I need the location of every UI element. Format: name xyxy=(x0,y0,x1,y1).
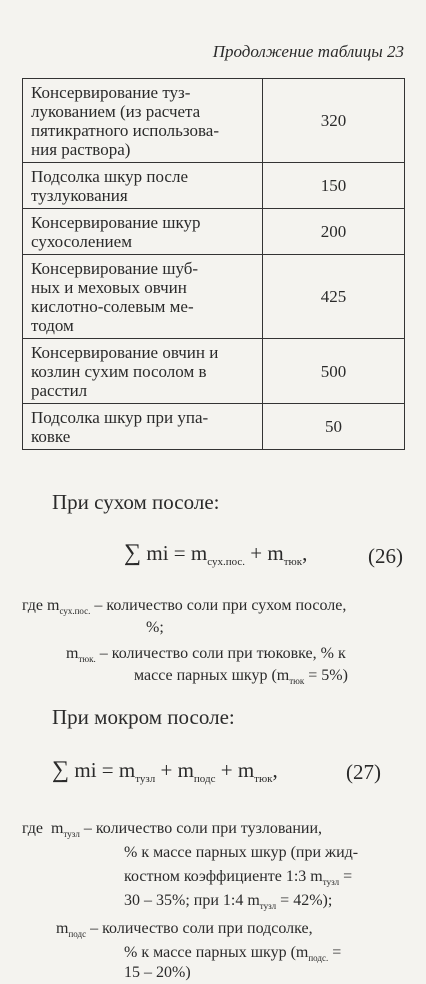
wet-def-2-line2: % к массе парных шкур ($m_{подс.}$ = xyxy=(124,944,342,963)
table-row xyxy=(23,209,405,255)
table-cell-name xyxy=(23,209,263,255)
equation-number-27: (27) xyxy=(346,760,381,784)
table-row xyxy=(23,79,405,163)
table-cell-line: ных и меховых овчин xyxy=(31,278,187,297)
table-cell-line: пятикратного использова- xyxy=(31,121,220,140)
table-row xyxy=(23,255,405,339)
table-cell-name xyxy=(23,163,263,209)
formula-27: ∑ mi = $m_{тузл} + m_{подс} + m_{тюк}$, xyxy=(52,757,278,785)
table-cell-value: 200 xyxy=(263,209,405,255)
table-cell-name xyxy=(23,339,263,404)
table-cell-line: Подсолка шкур при упа- xyxy=(31,408,209,427)
table-cell-line: тузлукования xyxy=(31,186,128,205)
equation-number-26: (26) xyxy=(368,544,403,568)
table-cell-value: 150 xyxy=(263,163,405,209)
sum-symbol: ∑ xyxy=(52,757,70,783)
table-cell-line: Консервирование овчин и xyxy=(31,343,219,362)
table-row xyxy=(23,339,405,404)
wet-def-1-line3: костном коэффициенте 1:3 $m_{тузл}$ = xyxy=(124,868,353,887)
wet-def-1: где $m_{тузл}$ – количество соли при тузловании, xyxy=(22,820,323,839)
table-cell-line: тодом xyxy=(31,316,74,335)
salt-consumption-table xyxy=(22,78,405,450)
dry-salting-heading: При сухом посоле: xyxy=(52,490,220,514)
table-cell-line: Подсолка шкур после xyxy=(31,167,188,186)
table-cell-line: ния раствора) xyxy=(31,140,131,159)
wet-def-1-line2: % к массе парных шкур (при жид- xyxy=(124,844,359,861)
dry-def-2: $m_{тюк.}$ – количество соли при тюковке, % к xyxy=(66,645,346,664)
wet-def-1-line4: 30 – 35%; при 1:4 $m_{тузл} = 42\%$); xyxy=(124,892,333,911)
table-row xyxy=(23,404,405,450)
table-cell-line: ковке xyxy=(31,427,71,446)
dry-def-1: где $m_{сух.пос.}$ – количество соли при сухом посоле, xyxy=(22,597,347,616)
table-cell-name xyxy=(23,255,263,339)
table-cell-line: Консервирование шкур xyxy=(31,213,201,232)
formula-26: ∑ mi = $m_{сух.пос.} + m_{тюк}$, xyxy=(124,540,308,568)
dry-def-1-cont: %; xyxy=(146,619,164,636)
table-caption: Продолжение таблицы 23 xyxy=(212,42,404,61)
wet-salting-heading: При мокром посоле: xyxy=(52,705,235,729)
table-cell-line: лукованием (из расчета xyxy=(31,102,201,121)
table-cell-line: козлин сухим посолом в xyxy=(31,362,207,381)
table-cell-name xyxy=(23,79,263,163)
dry-def-2-cont: массе парных шкур $(m_{тюк} = 5\%)$ xyxy=(134,667,348,686)
table-cell-line: Консервирование шуб- xyxy=(31,259,199,278)
sum-symbol: ∑ xyxy=(124,540,142,566)
wet-def-2-line3: 15 – 20%) xyxy=(124,964,191,981)
table-cell-line: Консервирование туз- xyxy=(31,83,191,102)
table-cell-line: сухосолением xyxy=(31,232,132,251)
wet-def-2: $m_{подс}$ – количество соли при подсолке, xyxy=(56,920,313,939)
table-cell-line: расстил xyxy=(31,381,88,400)
table-cell-value: 320 xyxy=(263,79,405,163)
table-cell-value: 425 xyxy=(263,255,405,339)
table-cell-name xyxy=(23,404,263,450)
table-cell-line: кислотно-солевым ме- xyxy=(31,297,194,316)
table-cell-value: 500 xyxy=(263,339,405,404)
table-row xyxy=(23,163,405,209)
table-cell-value: 50 xyxy=(263,404,405,450)
